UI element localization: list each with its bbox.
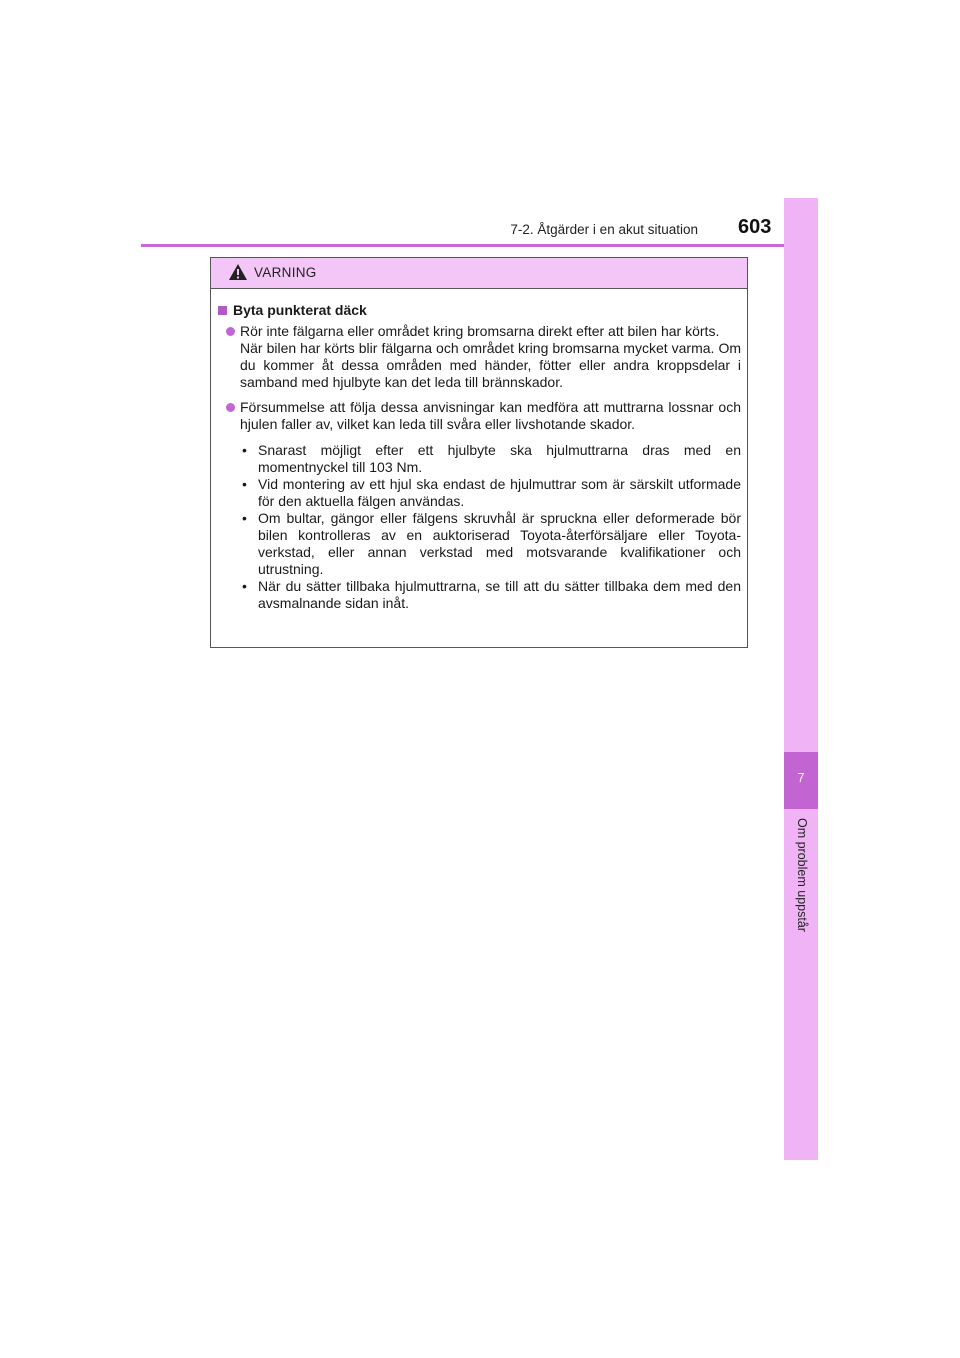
chapter-title: Om problem uppstår (795, 818, 809, 932)
round-bullet-icon (226, 403, 235, 412)
list-item: • När du sätter tillbaka hjulmuttrarna, se till att du sätter tillbaka dem med den avsmalnande sidan inåt. (242, 578, 741, 611)
list-item: • Vid montering av ett hjul ska endast de hjulmuttrar som är särskilt utformade för den aktuella fälgen användas. (242, 476, 741, 509)
sub-list (242, 442, 741, 612)
square-bullet-icon (218, 306, 227, 315)
chapter-number: 7 (797, 770, 805, 785)
subheading-text: Byta punkterat däck (233, 302, 367, 318)
page-number: 603 (738, 216, 772, 238)
warning-subheading (217, 302, 741, 319)
bullet-text: Rör inte fälgarna eller området kring bromsarna direkt efter att bilen har körts. (240, 323, 720, 339)
warning-triangle-icon (228, 263, 248, 286)
header-rule (141, 244, 818, 247)
warning-title: VARNING (254, 265, 317, 280)
bullet-text: Försummelse att följa dessa anvisningar kan medföra att muttrarna lossnar och hjulen faller av, vilket kan leda till svåra eller livshotande skador. (240, 399, 741, 432)
warning-header (211, 258, 747, 289)
round-bullet-icon (226, 327, 235, 336)
list-item: • Snarast möjligt efter ett hjulbyte ska hjulmuttrarna dras med en momentnyckel till 103 Nm. (242, 442, 741, 475)
chapter-side-tab (784, 198, 818, 1160)
section-title: 7-2. Åtgärder i en akut situation (510, 222, 698, 237)
bullet-item (226, 323, 741, 391)
list-item: • Om bultar, gängor eller fälgens skruvhål är spruckna eller deformerade bör bilen kontrolleras av en auktoriserad Toyota-återförsäljare eller Toyota-verkstad, eller annan verkstad med motsvarande kvalifikationer och utrustning. (242, 510, 741, 577)
bullet-text: När bilen har körts blir fälgarna och området kring bromsarna mycket varma. Om du kommer åt dessa områden med händer, fötter eller andra kroppsdelar i samband med hjulbyte kan det leda till brännskador. (240, 340, 741, 390)
bullet-item (226, 399, 741, 433)
warning-box (210, 257, 748, 648)
warning-body (211, 289, 747, 612)
